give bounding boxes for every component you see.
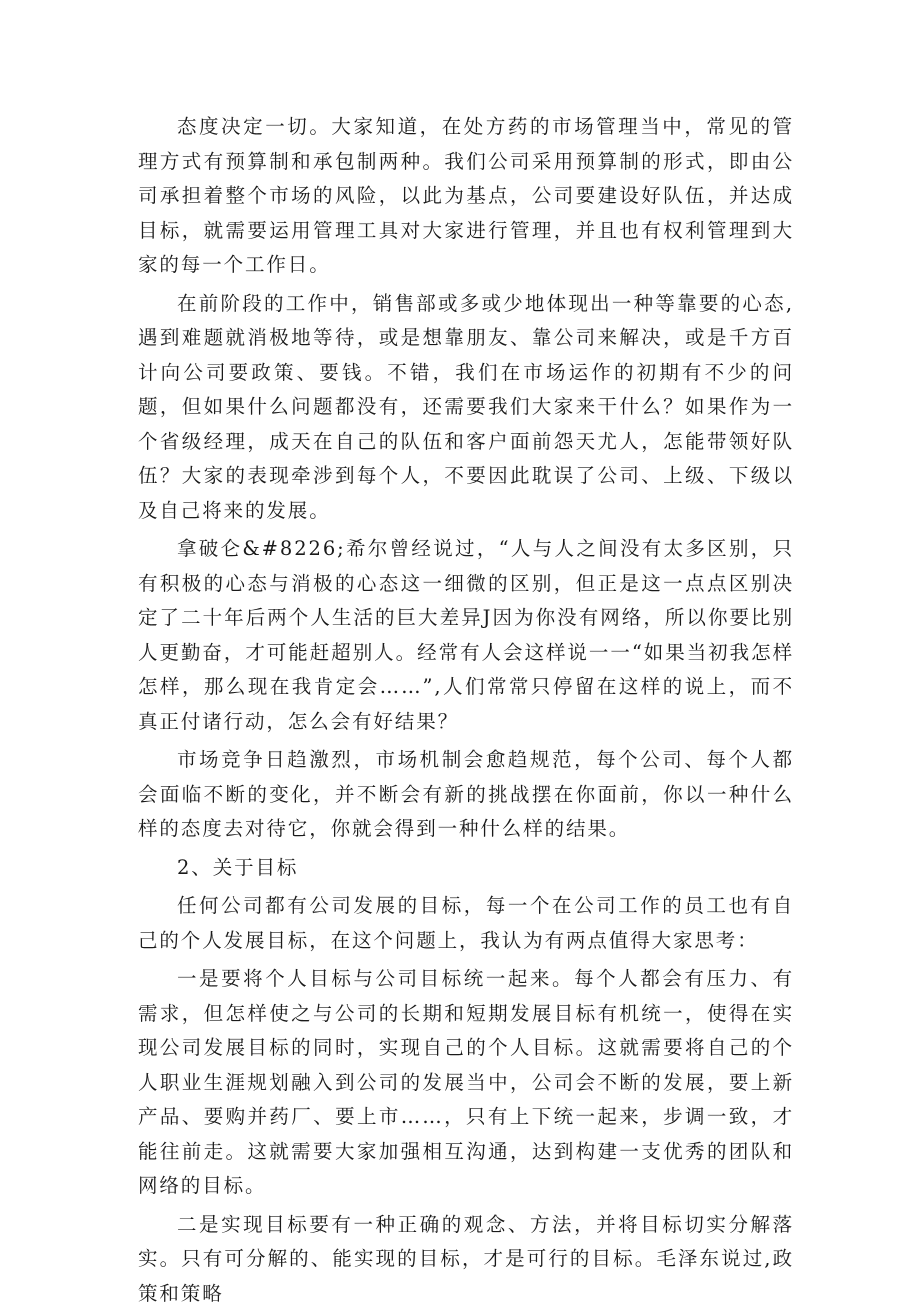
paragraph-unify-goals: 一是要将个人目标与公司目标统一起来。每个人都会有压力、有需求，但怎样使之与公司的长期和短期发展目标有机统一，使得在实现公司发展目标的同时，实现自己的个人目标。这就需要将自己的个人职业生涯规划融入到公司的发展当中，公司会不断的发展，要上新产品、要购并药厂、要上市……，只有上下统一起来，步调一致，才能往前走。这就需要大家加强相互沟通，达到构建一支优秀的团队和网络的目标。	[138, 967, 794, 1197]
document-page	[138, 110, 794, 1315]
paragraph-earlier-stage: 在前阶段的工作中，销售部或多或少地体现出一种等靠要的心态,遇到难题就消极地等待，或是想靠朋友、靠公司来解决，或是千方百计向公司要政策、要钱。不错，我们在市场运作的初期有不少的问题，但如果什么问题都没有，还需要我们大家来干什么？如果作为一个省级经理，成天在自己的队伍和客户面前怨天尤人，怎能带领好队伍？大家的表现牵涉到每个人，不要因此耽误了公司、上级、下级以及自己将来的发展。	[138, 291, 794, 522]
section-heading-goals: 2、关于目标	[177, 855, 299, 879]
paragraph-company-goals: 任何公司都有公司发展的目标，每一个在公司工作的员工也有自己的个人发展目标，在这个问题上，我认为有两点值得大家思考：	[138, 894, 794, 952]
paragraph-achieve-goals: 二是实现目标要有一种正确的观念、方法，并将目标切实分解落实。只有可分解的、能实现的目标，才是可行的目标。毛泽东说过,政策和策略	[138, 1212, 794, 1305]
paragraph-attitude: 态度决定一切。大家知道，在处方药的市场管理当中，常见的管理方式有预算制和承包制两种。我们公司采用预算制的形式，即由公司承担着整个市场的风险，以此为基点，公司要建设好队伍，并达成目标，就需要运用管理工具对大家进行管理，并且也有权利管理到大家的每一个工作日。	[138, 115, 794, 276]
paragraph-market-competition: 市场竞争日趋激烈，市场机制会愈趋规范，每个公司、每个人都会面临不断的变化，并不断会有新的挑战摆在你面前，你以一种什么样的态度去对待它，你就会得到一种什么样的结果。	[138, 748, 794, 840]
paragraph-napoleon-hill-quote: 拿破仑&#8226;希尔曾经说过，“人与人之间没有太多区别，只有积极的心态与消极的心态这一细微的区别，但正是这一点点区别决定了二十年后两个人生活的巨大差异J因为你没有网络，所以你要比别人更勤奋，才可能赶超别人。经常有人会这样说一一“如果当初我怎样怎样，那么现在我肯定会……”,人们常常只停留在这样的说上，而不真正付诸行动，怎么会有好结果？	[138, 537, 794, 733]
